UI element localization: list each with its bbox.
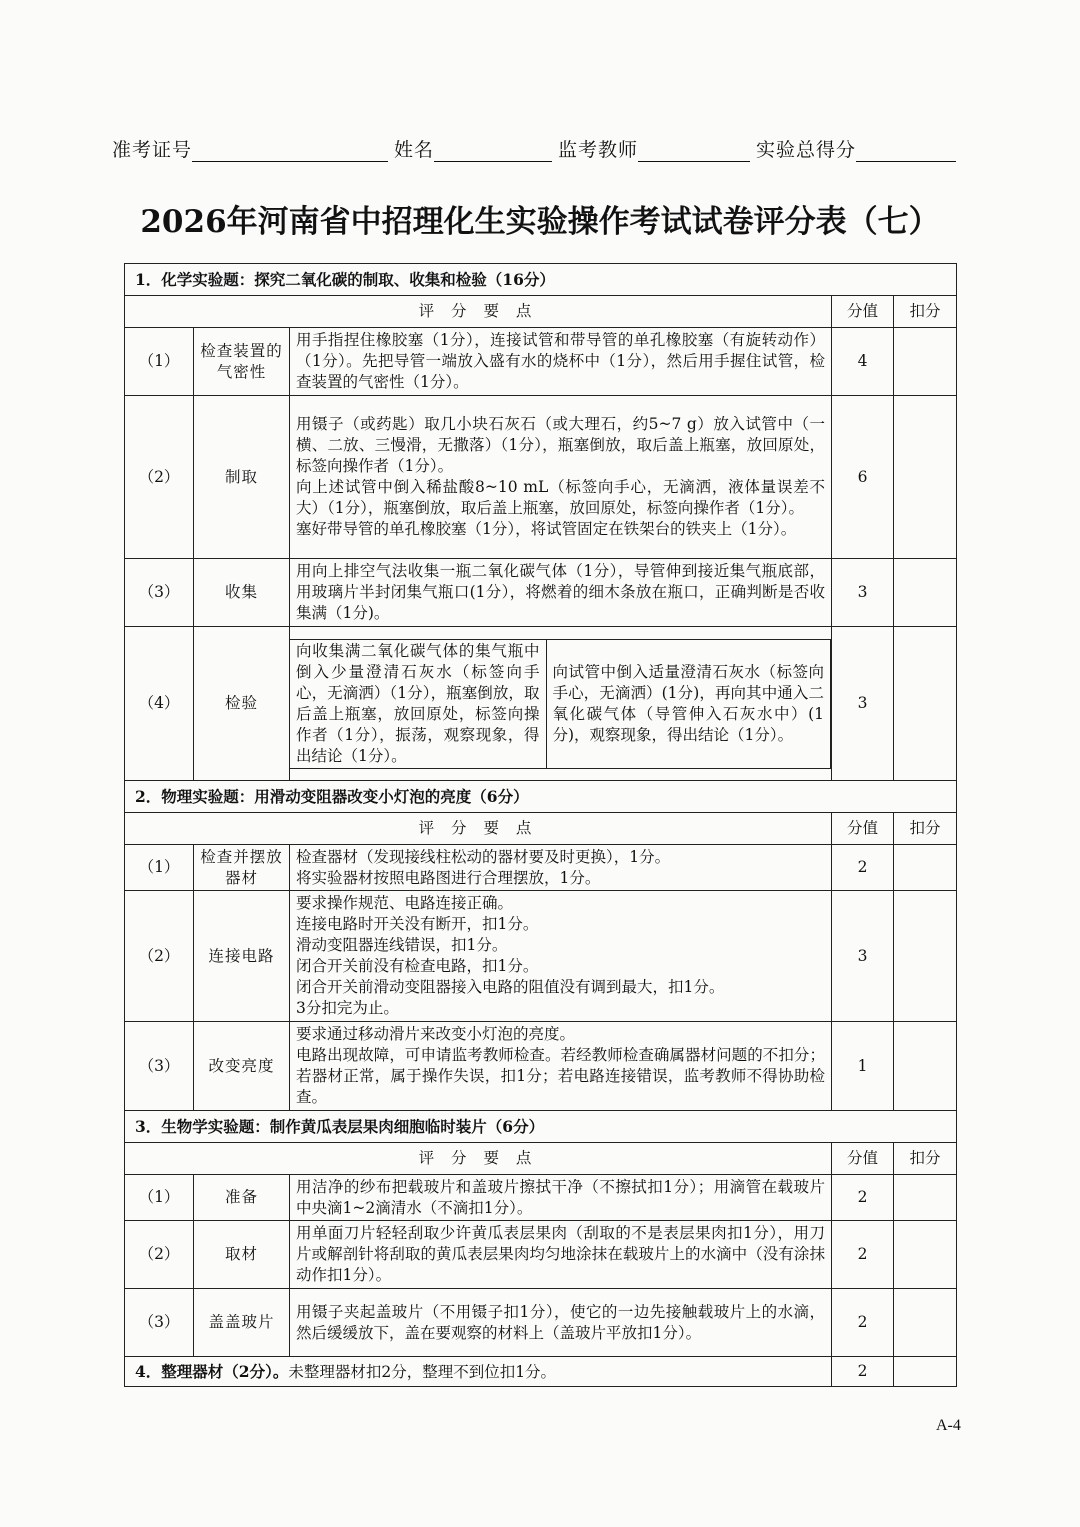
row-score: 2: [832, 845, 894, 891]
row-index: （3）: [125, 1289, 194, 1357]
row-deduct-cell[interactable]: [894, 1289, 957, 1357]
column-header-row: [125, 1143, 957, 1175]
table-row: [125, 396, 957, 559]
table-row: [125, 559, 957, 627]
row-score: 2: [832, 1289, 894, 1357]
row-name: 检查并摆放器材: [194, 845, 290, 891]
row-name: 改变亮度: [194, 1022, 290, 1111]
row-index: （2）: [125, 1221, 194, 1289]
row-name: 制取: [194, 396, 290, 559]
row-deduct-cell[interactable]: [894, 1175, 957, 1221]
points-header: 评 分 要 点: [125, 1143, 832, 1175]
cleanup-text: 未整理器材扣2分，整理不到位扣1分。: [288, 1362, 557, 1381]
row-text-line: 检查器材（发现接线柱松动的器材要及时更换），1分。: [296, 847, 671, 866]
row-name: 取材: [194, 1221, 290, 1289]
row-text: [290, 891, 832, 1022]
row-name: 准备: [194, 1175, 290, 1221]
row-deduct-cell[interactable]: [894, 396, 957, 559]
points-header: 评 分 要 点: [125, 813, 832, 845]
deduct-header: 扣分: [894, 1143, 957, 1175]
page-number: A-4: [936, 1417, 961, 1434]
score-header: 分值: [832, 813, 894, 845]
row-text: [290, 396, 832, 559]
row-index: （3）: [125, 559, 194, 627]
points-header: 评 分 要 点: [125, 296, 832, 328]
proctor-label: 监考教师: [558, 139, 639, 161]
physics-heading: 2．物理实验题：用滑动变阻器改变小灯泡的亮度（6分）: [125, 781, 957, 813]
row-score: 2: [832, 1175, 894, 1221]
row-score: 1: [832, 1022, 894, 1111]
page-title: 2026年河南省中招理化生实验操作考试试卷评分表（七）: [140, 204, 940, 240]
row-name: 检验: [194, 627, 290, 781]
table-row: [125, 627, 957, 781]
column-header-row: [125, 813, 957, 845]
row-text-line: 向上述试管中倒入稀盐酸8~10 mL（标签向手心，无滴洒，液体量误差不大）（1分），瓶塞倒放，取后盖上瓶塞，放回原处，标签向操作者（1分）。: [296, 478, 825, 517]
row-deduct-cell[interactable]: [894, 845, 957, 891]
scoring-table: [124, 263, 957, 1387]
row-text: 用镊子夹起盖玻片（不用镊子扣1分），使它的一边先接触载玻片上的水滴，然后缓缓放下，盖在要观察的材料上（盖玻片平放扣1分）。: [290, 1289, 832, 1357]
row-text: [290, 845, 832, 891]
total-score-label: 实验总得分: [756, 139, 857, 161]
cleanup-title: 4．整理器材（2分）。: [135, 1361, 289, 1381]
total-score-blank[interactable]: [856, 139, 956, 162]
row-text-line: 滑动变阻器连线错误，扣1分。: [296, 936, 508, 954]
row-index: （2）: [125, 396, 194, 559]
cleanup-score: 2: [832, 1357, 894, 1387]
row-deduct-cell[interactable]: [894, 559, 957, 627]
row-score: 2: [832, 1221, 894, 1289]
row-text-line: 闭合开关前滑动变阻器接入电路的阻值没有调到最大，扣1分。: [296, 978, 725, 996]
row-name: 连接电路: [194, 891, 290, 1022]
table-row: [125, 1221, 957, 1289]
row-name: 检查装置的气密性: [194, 328, 290, 396]
row-text: 用向上排空气法收集一瓶二氧化碳气体（1分），导管伸到接近集气瓶底部，用玻璃片半封闭集气瓶口(1分），将燃着的细木条放在瓶口，正确判断是否收集满（1分)。: [290, 559, 832, 627]
row-score: 3: [832, 559, 894, 627]
row-index: （1）: [125, 328, 194, 396]
deduct-header: 扣分: [894, 813, 957, 845]
row-index: （1）: [125, 845, 194, 891]
row-score: 3: [832, 627, 894, 781]
row-text-split: [290, 627, 832, 781]
deduct-header: 扣分: [894, 296, 957, 328]
table-row: [125, 1289, 957, 1357]
row-deduct-cell[interactable]: [894, 1022, 957, 1111]
row-text-line: 电路出现故障，可申请监考教师检查。若经教师检查确属器材问题的不扣分；若器材正常，属于操作失误，扣1分；若电路连接错误，监考教师不得协助检查。: [296, 1046, 825, 1106]
row-text: [290, 1022, 832, 1111]
cleanup-row: [125, 1357, 957, 1387]
table-row: [125, 845, 957, 891]
table-row: [125, 1022, 957, 1111]
row-deduct-cell[interactable]: [894, 627, 957, 781]
row-text-line: 要求操作规范、电路连接正确。: [296, 894, 514, 912]
score-header: 分值: [832, 1143, 894, 1175]
cleanup-heading: [125, 1357, 832, 1387]
row-text-right: 向试管中倒入适量澄清石灰水（标签向手心，无滴洒）(1分)，再向其中通入二氧化碳气体（导管伸入石灰水中）(1分)，观察现象，得出结论（1分）。: [546, 639, 831, 768]
table-row: [125, 891, 957, 1022]
row-deduct-cell[interactable]: [894, 891, 957, 1022]
row-name: 收集: [194, 559, 290, 627]
row-name: 盖盖玻片: [194, 1289, 290, 1357]
name-blank[interactable]: [434, 139, 552, 162]
row-index: （1）: [125, 1175, 194, 1221]
candidate-info-line: [112, 132, 982, 162]
row-score: 6: [832, 396, 894, 559]
row-text-line: 将实验器材按照电路图进行合理摆放，1分。: [296, 868, 601, 887]
chemistry-heading: 1．化学实验题：探究二氧化碳的制取、收集和检验（16分）: [125, 264, 957, 296]
cleanup-deduct-cell[interactable]: [894, 1357, 957, 1387]
row-text-left: 向收集满二氧化碳气体的集气瓶中倒入少量澄清石灰水（标签向手心，无滴洒）（1分），瓶塞倒放，取后盖上瓶塞，放回原处，标签向操作者（1分），振荡，观察现象，得出结论（1分）。: [290, 639, 546, 768]
row-text: 用单面刀片轻轻刮取少许黄瓜表层果肉（刮取的不是表层果肉扣1分），用刀片或解剖针将刮取的黄瓜表层果肉均匀地涂抹在载玻片上的水滴中（没有涂抹动作扣1分）。: [290, 1221, 832, 1289]
row-text-line: 3分扣完为止。: [296, 999, 399, 1017]
table-row: [125, 1175, 957, 1221]
row-text-line: 要求通过移动滑片来改变小灯泡的亮度。: [296, 1025, 576, 1043]
row-index: （2）: [125, 891, 194, 1022]
row-text-line: 闭合开关前没有检查电路，扣1分。: [296, 957, 539, 975]
proctor-blank[interactable]: [638, 139, 750, 162]
row-deduct-cell[interactable]: [894, 1221, 957, 1289]
row-index: （4）: [125, 627, 194, 781]
exam-id-blank[interactable]: [192, 139, 388, 162]
row-text-line: 用镊子（或药匙）取几小块石灰石（或大理石，约5~7 g）放入试管中（一横、二放、三慢滑，无撒落）（1分），瓶塞倒放，取后盖上瓶塞，放回原处，标签向操作者（1分）。: [296, 415, 825, 475]
score-header: 分值: [832, 296, 894, 328]
name-label: 姓名: [394, 139, 435, 161]
table-row: [125, 328, 957, 396]
row-index: （3）: [125, 1022, 194, 1111]
row-text-line: 连接电路时开关没有断开，扣1分。: [296, 915, 539, 933]
biology-heading: 3．生物学实验题：制作黄瓜表层果肉细胞临时装片（6分）: [125, 1111, 957, 1143]
row-text: 用手指捏住橡胶塞（1分），连接试管和带导管的单孔橡胶塞（有旋转动作）（1分）。先把导管一端放入盛有水的烧杯中（1分），然后用手握住试管，检查装置的气密性（1分）。: [290, 328, 832, 396]
row-deduct-cell[interactable]: [894, 328, 957, 396]
row-text-line: 塞好带导管的单孔橡胶塞（1分），将试管固定在铁架台的铁夹上（1分）。: [296, 520, 797, 538]
row-score: 3: [832, 891, 894, 1022]
row-text: 用洁净的纱布把载玻片和盖玻片擦拭干净（不擦拭扣1分）；用滴管在载玻片中央滴1~2滴清水（不滴扣1分）。: [290, 1175, 832, 1221]
column-header-row: [125, 296, 957, 328]
row-score: 4: [832, 328, 894, 396]
exam-id-label: 准考证号: [112, 139, 193, 161]
